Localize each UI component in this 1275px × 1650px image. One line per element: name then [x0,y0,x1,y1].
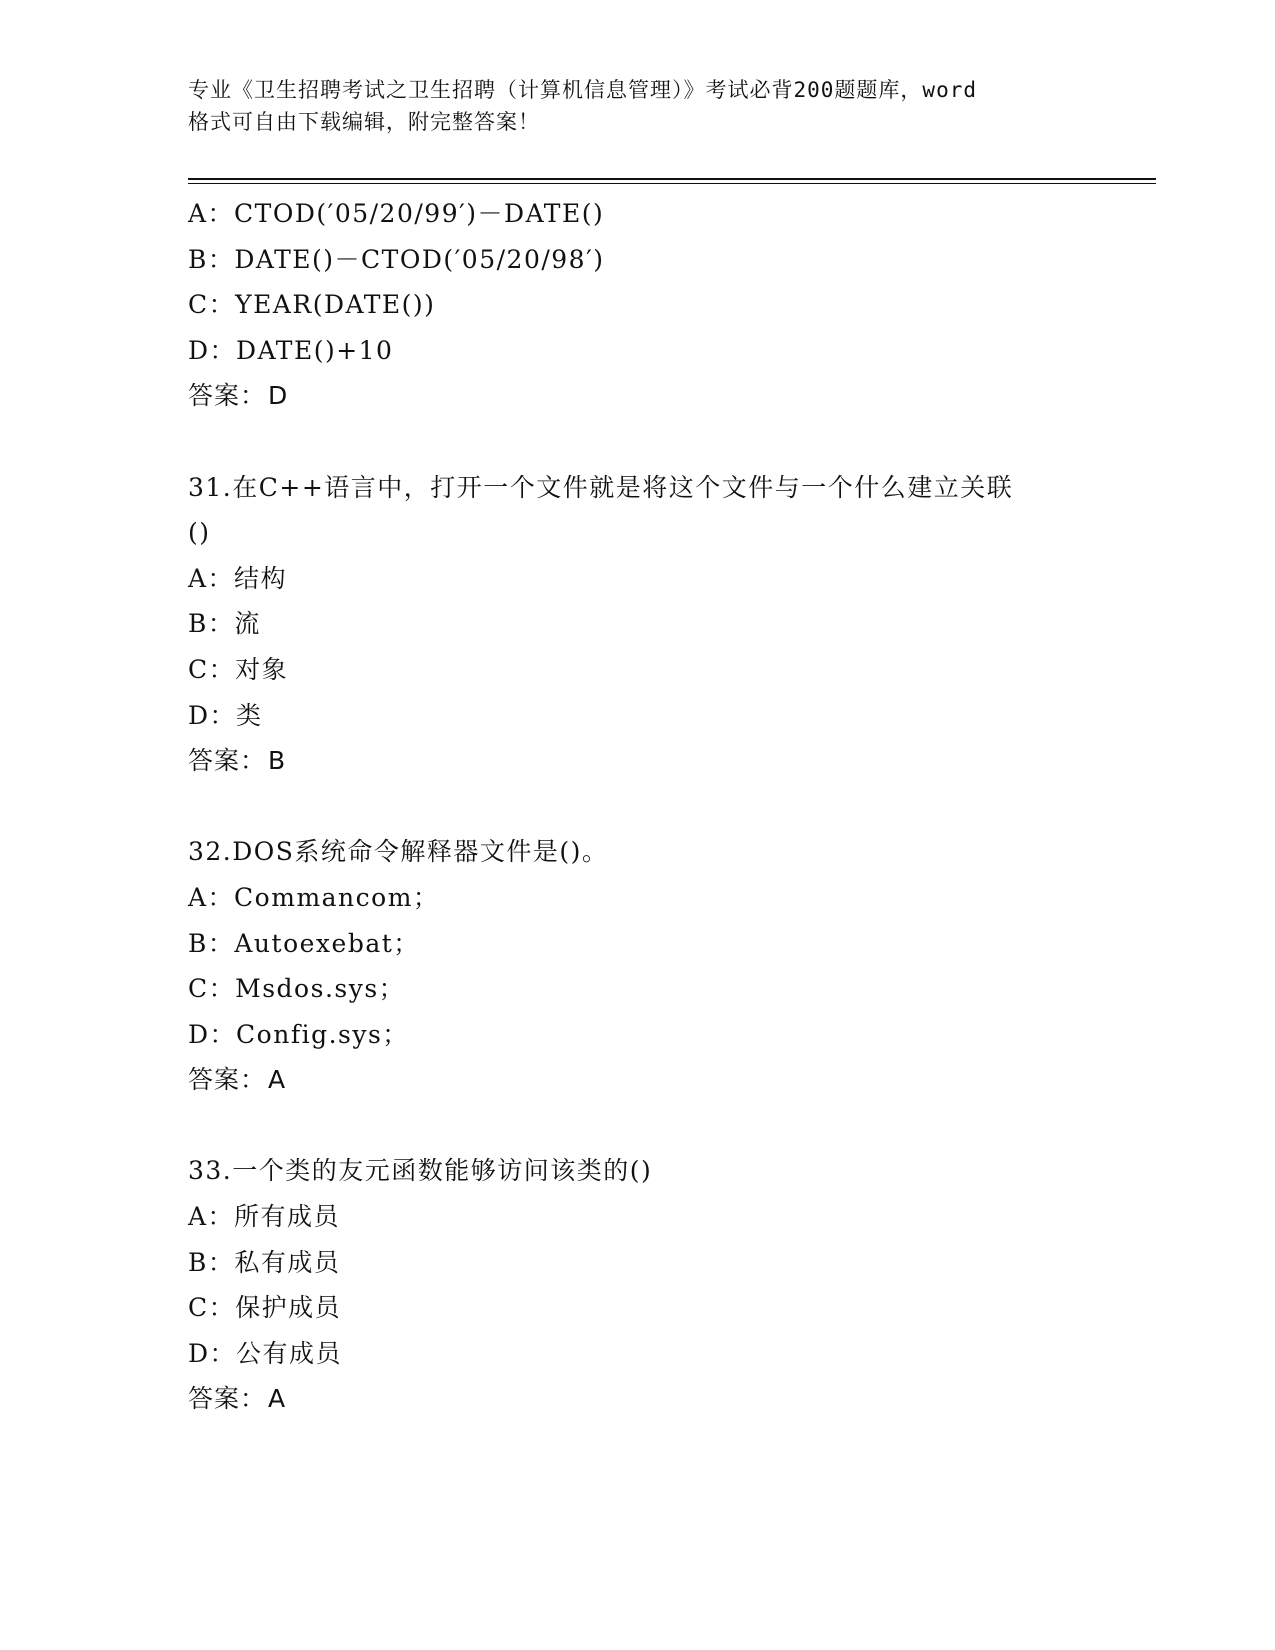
answer-line [188,1057,1088,1103]
option-a: A：Commancom； [188,882,440,912]
option-a: A：结构 [188,563,288,593]
answer-value: A [268,1384,287,1414]
answer-label: 答案： [188,746,267,776]
option-c: C：保护成员 [188,1293,342,1323]
answer-value: D [268,381,289,411]
question-list [188,191,1088,1422]
answer-value: A [268,1065,287,1095]
answer-value: B [268,746,287,776]
option-b: B：流 [188,609,261,639]
option-c: C：YEAR(DATE()) [188,290,436,320]
question-spacer [188,419,1088,465]
question-30 [188,191,1088,419]
question-spacer [188,784,1088,830]
answer-line [188,1376,1088,1422]
answer-line [188,738,1088,784]
header-divider-thin [188,183,1156,184]
question-31 [188,465,1088,784]
option-b: B：Autoexebat； [188,928,420,958]
header-divider-thick [188,178,1156,180]
question-stem: 32.DOS系统命令解释器文件是()。 [188,837,609,867]
option-a: A：所有成员 [188,1202,341,1232]
option-d: D：公有成员 [188,1338,343,1368]
option-b: B：DATE()－CTOD(′05/20/98′) [188,244,605,274]
option-d: D：DATE()+10 [188,335,394,365]
option-d: D：类 [188,700,263,730]
document-header [188,74,1088,138]
answer-line [188,373,1088,419]
option-b: B：私有成员 [188,1247,341,1277]
option-a: A：CTOD(′05/20/99′)－DATE() [188,199,605,228]
question-spacer [188,1103,1088,1149]
answer-label: 答案： [188,1065,267,1095]
question-32 [188,829,1088,1103]
option-c: C：Msdos.sys； [188,974,406,1004]
question-stem: 31.在C++语言中，打开一个文件就是将这个文件与一个什么建立关联 [188,472,1014,502]
answer-label: 答案： [188,1384,267,1414]
option-c: C：对象 [188,654,289,684]
question-33 [188,1148,1088,1422]
question-stem-continued: () [188,518,211,548]
option-d: D：Config.sys； [188,1019,409,1049]
question-stem: 33.一个类的友元函数能够访问该类的() [188,1156,653,1186]
header-line-2: 格式可自由下载编辑，附完整答案！ [188,110,540,134]
answer-label: 答案： [188,381,267,411]
header-line-1: 专业《卫生招聘考试之卫生招聘（计算机信息管理）》考试必背200题题库，word [188,78,977,102]
